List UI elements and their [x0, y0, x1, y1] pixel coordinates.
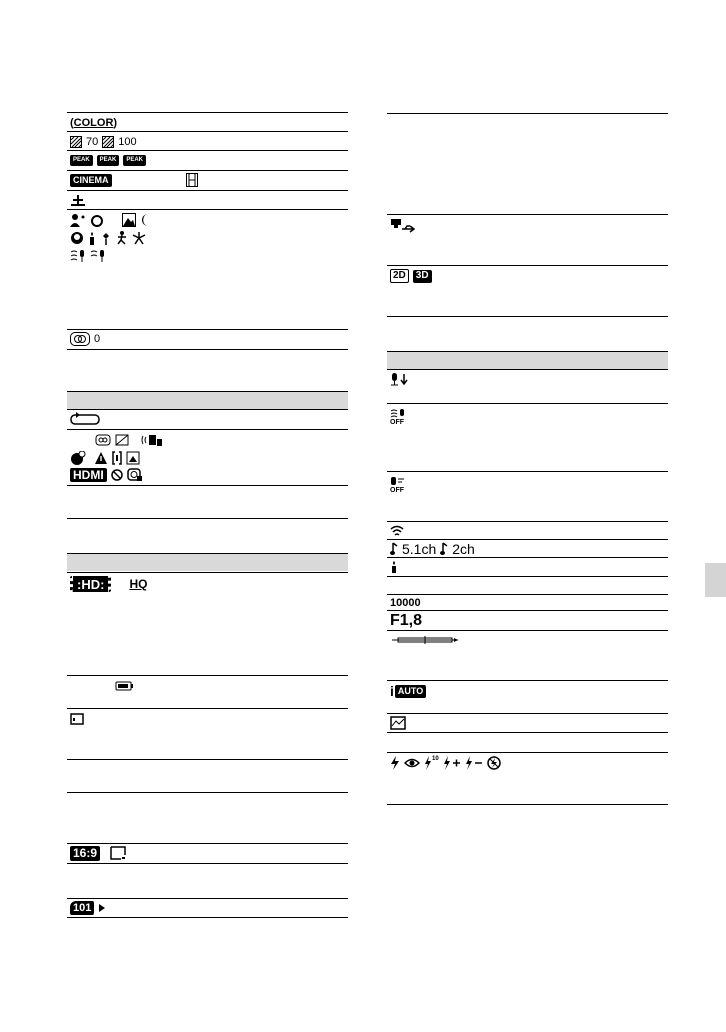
- aspect-ratio-icon: 16:9: [70, 846, 100, 861]
- divider: [387, 630, 668, 631]
- audio-51ch-label: 5.1ch: [402, 541, 437, 557]
- media-icon: [115, 434, 129, 446]
- flash-off-icon: [487, 756, 501, 770]
- ratio-row: [70, 845, 126, 861]
- zebra-row: [70, 134, 137, 150]
- divider: [67, 863, 348, 864]
- play-arrow-icon: [98, 903, 106, 913]
- hd-icon: : HD :: [70, 576, 111, 592]
- scene-row-1: [70, 212, 152, 228]
- divider: [67, 131, 348, 132]
- 3d-icon: 3D: [413, 270, 432, 283]
- dimension-row: [390, 268, 432, 284]
- divider: [387, 214, 668, 215]
- mic-ref-off-icon: OFF: [390, 477, 406, 494]
- auto-icon: AUTO: [395, 685, 426, 698]
- section-header: [67, 391, 348, 409]
- memory-warning-icon: [70, 451, 86, 465]
- divider: [387, 594, 668, 595]
- divider: [387, 732, 668, 733]
- divider: [387, 610, 668, 611]
- hdmi-icon: HDMI: [70, 468, 107, 482]
- divider: [387, 557, 668, 558]
- divider: [387, 316, 668, 317]
- divider: [67, 898, 348, 899]
- scene-row-3: [70, 248, 106, 264]
- exposure-row: [390, 632, 460, 648]
- divider: [387, 351, 668, 352]
- shot-transition-value: 0: [94, 333, 101, 345]
- spotlight-icon: [90, 213, 104, 227]
- divider: [67, 792, 348, 793]
- picture-effect-icon: [390, 716, 406, 730]
- flash-plus-icon: [443, 756, 461, 770]
- cinema-row: [70, 172, 198, 188]
- picture-warning-icon: [126, 451, 140, 465]
- media-row: [70, 711, 84, 727]
- card-slot-icon: [110, 846, 126, 860]
- card-bracket-icon: [112, 451, 122, 465]
- wind-mic-icon: [70, 249, 86, 263]
- warning-row-1: [95, 432, 163, 448]
- candle-icon: [88, 231, 96, 245]
- flower-icon: [100, 231, 112, 245]
- divider: [67, 391, 348, 392]
- wind-off-row: [390, 406, 406, 428]
- shutter-speed-value: 10000: [390, 597, 421, 609]
- divider: [67, 675, 348, 676]
- landscape-icon: [122, 213, 136, 227]
- left-column: [0, 0, 360, 1032]
- divider: [387, 113, 668, 114]
- divider: [67, 409, 348, 410]
- flash-minus-icon: [465, 756, 483, 770]
- divider: [387, 713, 668, 714]
- aperture-row: [390, 612, 422, 630]
- prohibited-icon: [111, 469, 123, 481]
- repeat-row: [70, 411, 100, 427]
- zebra-icon: [102, 136, 114, 148]
- hq-label: HQ: [129, 577, 148, 591]
- divider: [387, 539, 668, 540]
- mic-off-row: [390, 474, 406, 496]
- flash-icon: [390, 756, 400, 770]
- shake-warning-icon: [141, 433, 163, 447]
- wifi-row: [390, 523, 404, 539]
- repeat-icon: [70, 412, 100, 426]
- zebra-70-label: 70: [86, 136, 99, 148]
- divider: [67, 759, 348, 760]
- peaking-red-icon: PEAK: [97, 155, 120, 166]
- folder-icon: 101: [70, 901, 94, 915]
- shutter-row: [390, 595, 421, 611]
- battery-row: [115, 678, 133, 694]
- divider: [67, 150, 348, 151]
- baby-icon: [70, 231, 84, 245]
- intelligent-auto-row: [390, 683, 426, 699]
- cinema-icon: CINEMA: [70, 174, 112, 187]
- portrait-icon: [70, 213, 86, 227]
- section-header: [67, 553, 348, 571]
- divider: [67, 429, 348, 430]
- zebra-icon: [70, 136, 82, 148]
- side-tab: [705, 563, 726, 597]
- moon-icon: [140, 213, 152, 227]
- usb-row: [390, 217, 416, 233]
- music-note-icon: [440, 542, 448, 556]
- divider: [67, 485, 348, 486]
- candle-icon: [390, 560, 398, 574]
- usb-icon: [390, 217, 416, 233]
- right-column: [360, 0, 726, 1032]
- wind-noise-off-icon: OFF: [390, 409, 406, 426]
- film-icon: [186, 173, 198, 187]
- fireworks-icon: [132, 231, 146, 245]
- divider: [67, 209, 348, 210]
- shot-transition-row: [70, 331, 100, 347]
- divider: [387, 804, 668, 805]
- divider: [387, 680, 668, 681]
- peaking-white-icon: PEAK: [70, 155, 93, 166]
- 2d-icon: 2D: [390, 269, 409, 283]
- divider: [67, 572, 348, 573]
- memory-card-icon: [70, 713, 84, 725]
- picture-effect-row: [390, 715, 406, 731]
- exposure-scale-icon: [390, 635, 460, 645]
- divider: [67, 518, 348, 519]
- quality-row: [70, 576, 147, 592]
- divider: [67, 917, 348, 918]
- color-row: [70, 115, 117, 131]
- divider: [387, 752, 668, 753]
- peaking-yellow-icon: PEAK: [123, 155, 146, 166]
- sports-icon: [116, 231, 128, 245]
- divider: [67, 349, 348, 350]
- airplane-icon: [70, 193, 86, 207]
- audio-channel-row: [390, 541, 475, 557]
- mic-level-row: [390, 371, 410, 387]
- flash-row: [390, 755, 501, 771]
- wind-mic-icon: [90, 249, 106, 263]
- divider: [387, 369, 668, 370]
- scene-row-2: [70, 230, 146, 246]
- divider: [387, 265, 668, 266]
- divider: [387, 471, 668, 472]
- alert-icon: [94, 451, 108, 465]
- divider: [387, 521, 668, 522]
- section-header: [387, 351, 668, 369]
- peaking-row: [70, 152, 146, 168]
- battery-icon: [115, 681, 133, 691]
- divider: [67, 112, 348, 113]
- zebra-100-label: 100: [118, 136, 137, 148]
- mic-level-icon: [390, 372, 410, 386]
- divider: [387, 403, 668, 404]
- divider: [67, 170, 348, 171]
- divider: [67, 329, 348, 330]
- warning-row-3: [70, 467, 143, 483]
- divider: [67, 553, 348, 554]
- shot-transition-icon: [70, 332, 90, 346]
- protect-icon: [127, 468, 143, 482]
- divider: [67, 190, 348, 191]
- audio-2ch-label: 2ch: [452, 541, 475, 557]
- red-eye-icon: [404, 757, 420, 769]
- warning-row-2: [70, 450, 140, 466]
- card-error-icon: [95, 434, 111, 446]
- flash-level-icon: 10: [424, 756, 439, 770]
- landing-row: [70, 192, 86, 208]
- folder-row: [70, 900, 106, 916]
- divider: [387, 576, 668, 577]
- divider: [67, 708, 348, 709]
- wifi-icon: [390, 525, 404, 537]
- intelligent-i-icon: i: [390, 683, 394, 699]
- aperture-value: F1,8: [390, 612, 423, 629]
- light-row: [390, 559, 398, 575]
- divider: [67, 843, 348, 844]
- color-icon: ( COLOR ): [70, 116, 118, 129]
- music-note-icon: [390, 542, 398, 556]
